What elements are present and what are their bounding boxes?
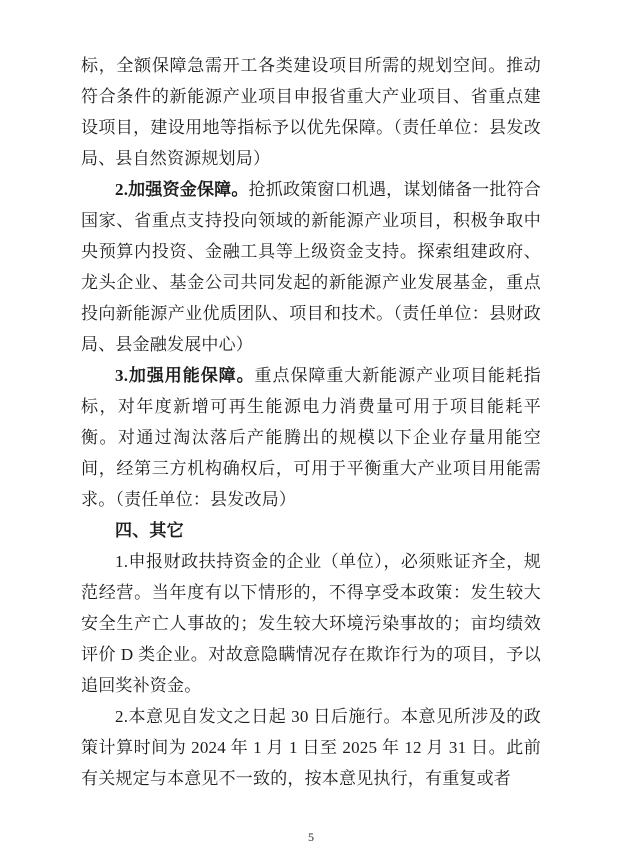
paragraph-energy-use-guarantee: [81, 360, 541, 515]
paragraph-bold-lead-funding: 2.加强资金保障。: [115, 180, 249, 199]
paragraph-other-item-1: 1.申报财政扶持资金的企业（单位），必须账证齐全，规范经营。当年度有以下情形的，不得享受本政策：发生较大安全生产亡人事故的；发生较大环境污染事故的；亩均绩效评价 D 类企业。对故意隐瞒情况存在欺诈行为的项目，予以追回奖补资金。: [81, 552, 541, 695]
section-heading-other: 四、其它: [115, 521, 184, 540]
paragraph-text-energy: 重点保障重大新能源产业项目能耗指标，对年度新增可再生能源电力消费量可用于项目能耗平衡。对通过淘汰落后产能腾出的规模以下企业存量用能空间，经第三方机构确权后，可用于平衡重大产业项目用能需求。（责任单位：县发改局）: [81, 366, 541, 509]
page-number: 5: [308, 830, 314, 844]
paragraph-funding-guarantee: [81, 174, 541, 360]
page-content: [81, 50, 541, 794]
paragraph-other-item-2: 2.本意见自发文之日起 30 日后施行。本意见所涉及的政策计算时间为 2024 年 1 月 1 日至 2025 年 12 月 31 日。此前有关规定与本意见不一致的，按本意见执行，有重复或者: [81, 707, 541, 788]
paragraph-text-funding: 抢抓政策窗口机遇，谋划储备一批符合国家、省重点支持投向领域的新能源产业项目，积极争取中央预算内投资、金融工具等上级资金支持。探索组建政府、龙头企业、基金公司共同发起的新能源产业发展基金，重点投向新能源产业优质团队、项目和技术。（责任单位：县财政局、县金融发展中心）: [81, 180, 541, 354]
paragraph-planning-continuation: 标，全额保障急需开工各类建设项目所需的规划空间。推动符合条件的新能源产业项目申报省重大产业项目、省重点建设项目，建设用地等指标予以优先保障。（责任单位：县发改局、县自然资源规划局）: [81, 56, 541, 168]
paragraph-bold-lead-energy: 3.加强用能保障。: [115, 366, 255, 385]
